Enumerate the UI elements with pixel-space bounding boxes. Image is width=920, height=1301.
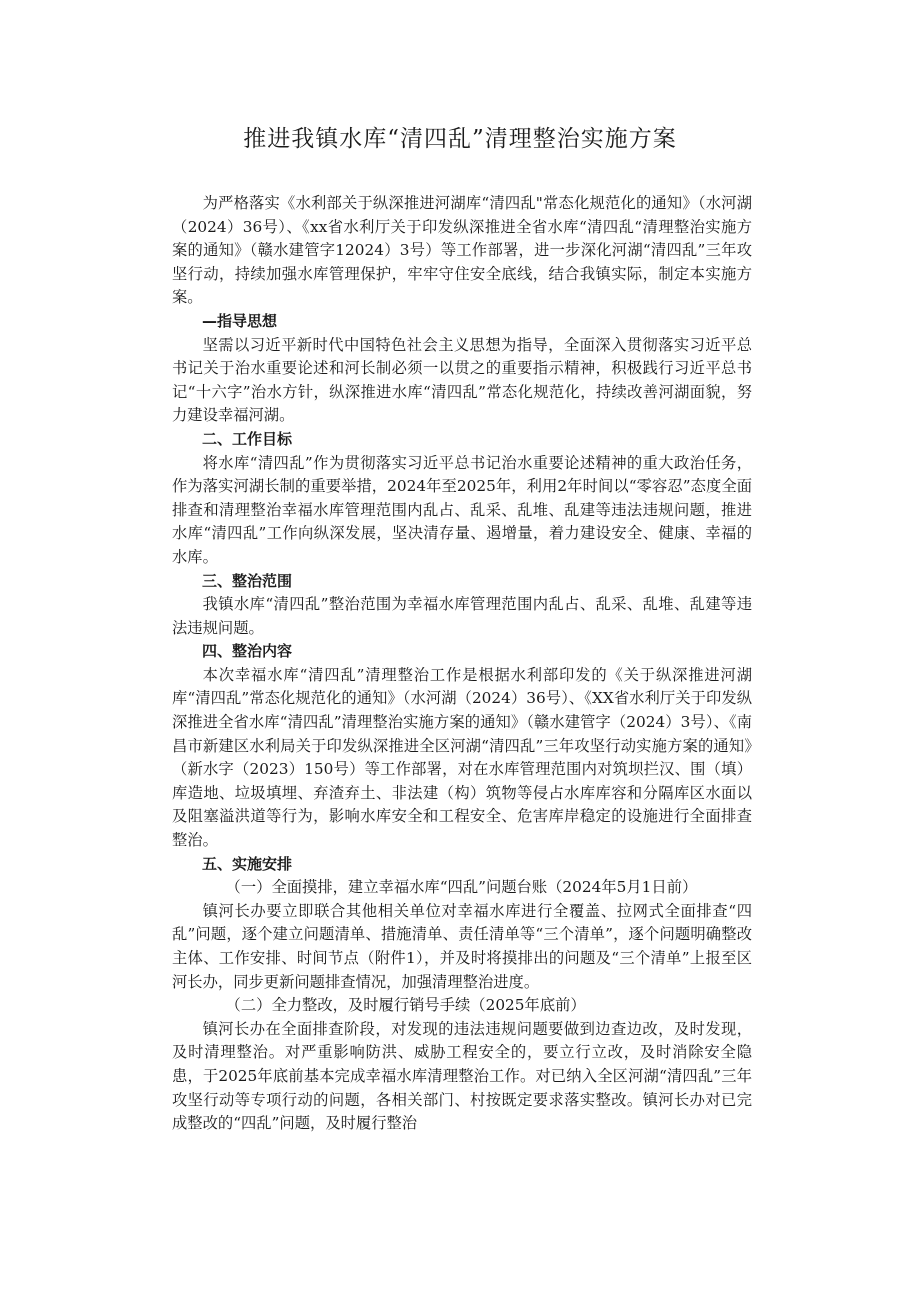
subsection-heading-survey: （一）全面摸排，建立幸福水库“四乱”问题台账（2024年5月1日前） [225, 878, 698, 897]
section-heading-content: 四、整治内容 [202, 642, 293, 661]
content-paragraph: 本次幸福水库“清四乱”清理整治工作是根据水利部印发的《关于纵深推进河湖库“清四乱”常态化规范化的通知》（水河湖（2024）36号）、《XX省水利厅关于印发纵深推进全省水库“清四乱”清理整治实施方案的通知》（赣水建管字（2024）3号）、《南昌市新建区水利局关于印发纵深推进全区河湖“清四乱”三年攻坚行动实施方案的通知》（新水字（2023）150号）等工作部署，对在水库管理范围内对筑坝拦汉、围（填）库造地、垃圾填埋、弃渣弃土、非法建（构）筑物等侵占水库库容和分隔库区水面以及阻塞溢洪道等行为，影响水库安全和工程安全、危害库岸稳定的设施进行全面排查整治。 [172, 665, 752, 850]
scope-paragraph: 我镇水库“清四乱”整治范围为幸福水库管理范围内乱占、乱采、乱堆、乱建等违法违规问题。 [172, 595, 752, 637]
section-heading-guiding-ideology: —指导思想 [202, 311, 278, 330]
document-title: 推进我镇水库“清四乱”清理整治实施方案 [243, 126, 677, 152]
guiding-ideology-paragraph: 坚需以习近平新时代中国特色社会主义思想为指导，全面深入贯彻落实习近平总书记关于治水重要论述和河长制必须一以贯之的重要指示精神，积极践行习近平总书记“十六字”治水方针，纵深推进水库“清四乱”常态化规范化，持续改善河湖面貌，努力建设幸福河湖。 [172, 335, 752, 425]
work-goals-paragraph: 将水库“清四乱”作为贯彻落实习近平总书记治水重要论述精神的重大政治任务，作为落实河湖长制的重要举措，2024年至2025年，利用2年时间以“零容忍”态度全面排查和清理整治幸福水库管理范围内乱占、乱采、乱堆、乱建等违法违规问题，推进水库“清四乱”工作向纵深发展，坚决清存量、遏增量，着力建设安全、健康、幸福的水库。 [172, 453, 752, 566]
document-body [172, 192, 752, 1136]
survey-paragraph: 镇河长办要立即联合其他相关单位对幸福水库进行全覆盖、拉网式全面排查“四乱”问题，逐个建立问题清单、措施清单、责任清单等“三个清单”，逐个问题明确整改主体、工作安排、时间节点（附件1），并及时将摸排出的问题及“三个清单”上报至区河长办，同步更新问题排查情况，加强清理整治进度。 [172, 901, 752, 991]
section-heading-work-goals: 二、工作目标 [202, 429, 293, 448]
intro-paragraph: 为严格落实《水利部关于纵深推进河湖库“清四乱"常态化规范化的通知》（水河湖（2024）36号）、《xx省水利厅关于印发纵深推进全省水库“清四乱“清理整治实施方案的通知》（赣水建管字12024）3号）等工作部署，进一步深化河湖“清四乱”三年攻坚行动，持续加强水库管理保护，牢牢守住安全底线，结合我镇实际，制定本实施方案。 [172, 194, 752, 307]
section-heading-scope: 三、整治范围 [202, 571, 293, 590]
section-heading-arrangement: 五、实施安排 [202, 854, 293, 873]
rectification-paragraph: 镇河长办在全面排查阶段，对发现的违法违规问题要做到边查边改，及时发现，及时清理整治。对严重影响防洪、威胁工程安全的，要立行立改，及时消除安全隐患，于2025年底前基本完成幸福水库清理整治工作。对已纳入全区河湖“清四乱”三年攻坚行动等专项行动的问题，各相关部门、村按既定要求落实整改。镇河长办对已完成整改的“四乱”问题，及时履行整治 [172, 1019, 752, 1133]
subsection-heading-rectification: （二）全力整改，及时履行销号手续（2025年底前） [225, 996, 586, 1015]
